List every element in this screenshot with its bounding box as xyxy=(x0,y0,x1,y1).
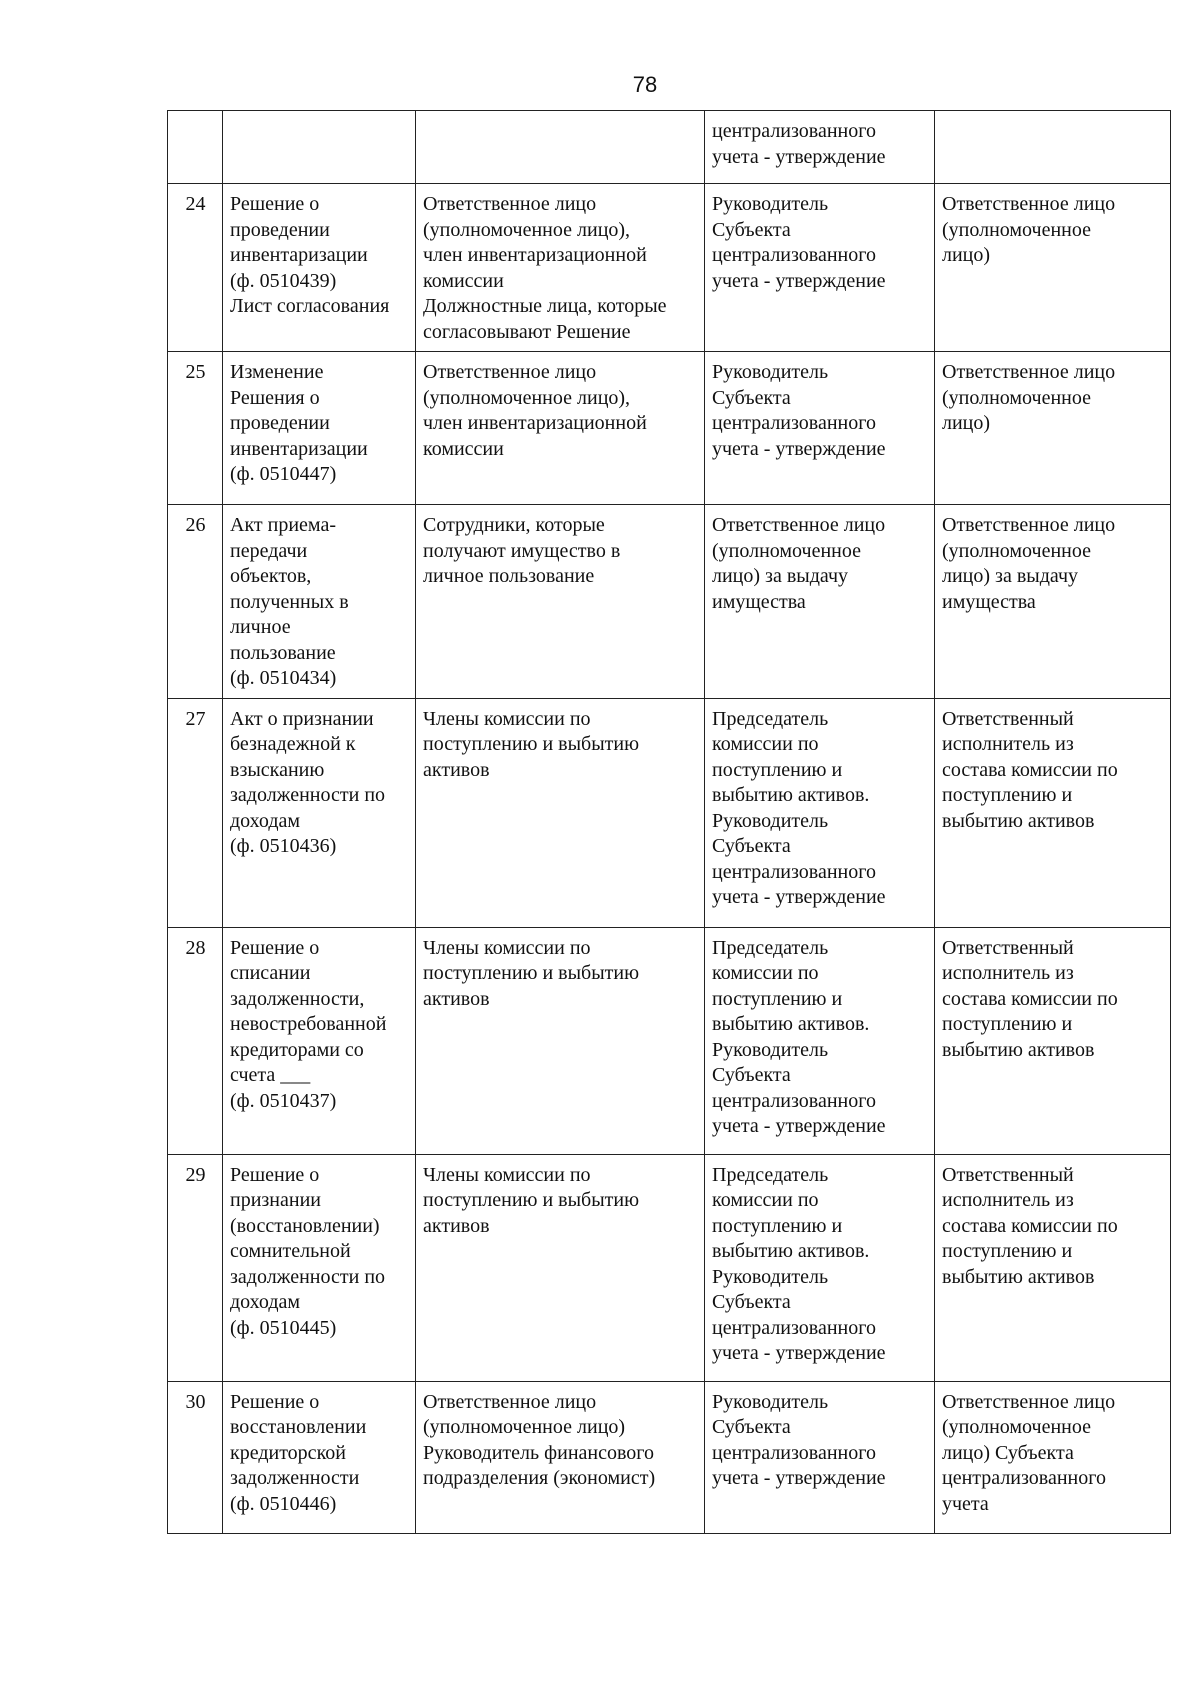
table-row xyxy=(168,352,1171,505)
cell-text-line: полученных в xyxy=(230,590,349,613)
cell-text-line: Ответственный xyxy=(942,936,1074,959)
cell-text-line: (уполномоченное xyxy=(712,539,862,562)
responsible-cell xyxy=(935,184,1171,352)
cell-text-line: Субъекта xyxy=(712,218,791,241)
cell-text-line: Лист согласования xyxy=(230,295,390,317)
table-row xyxy=(168,1154,1171,1381)
cell-text-line: состава комиссии по xyxy=(942,758,1118,781)
cell-text-line: учета - утверждение xyxy=(712,145,886,168)
cell-text-line: инвентаризации xyxy=(230,244,368,266)
cell-text-line: поступлению и xyxy=(942,784,1073,806)
row-number-cell: 29 xyxy=(168,1154,223,1381)
table-body xyxy=(168,111,1171,1534)
cell-text-line: учета - утверждение xyxy=(712,1342,886,1364)
cell-text-line: Ответственное лицо xyxy=(942,1390,1116,1413)
cell-text-line: централизованного xyxy=(712,860,876,883)
cell-text-line: объектов, xyxy=(230,565,312,587)
filled-by-cell xyxy=(416,1154,705,1381)
cell-text-line: выбытию активов xyxy=(942,1265,1095,1288)
document-name-cell xyxy=(223,1381,416,1533)
signed-by-cell xyxy=(705,1154,935,1381)
cell-text-line: поступлению и xyxy=(712,758,843,781)
cell-text-line: Ответственное лицо xyxy=(942,514,1116,536)
row-number-cell xyxy=(168,111,223,184)
cell-text-line: Члены комиссии по xyxy=(423,936,591,959)
cell-text-line: исполнитель из xyxy=(942,1189,1074,1211)
cell-text-line: активов xyxy=(423,1214,490,1237)
cell-text-line: согласовывают Решение xyxy=(423,320,631,343)
filled-by-cell xyxy=(416,505,705,699)
cell-text-line: имущества xyxy=(712,590,806,613)
cell-text-line: (ф. 0510434) xyxy=(230,667,337,689)
cell-text-line: Руководитель xyxy=(712,1390,829,1413)
cell-text-line: Ответственное лицо xyxy=(942,193,1116,215)
cell-text-line: Ответственное лицо xyxy=(423,361,597,383)
cell-text-line: (уполномоченное xyxy=(942,539,1092,562)
cell-text-line: Ответственный xyxy=(942,707,1074,730)
cell-text-line: доходам xyxy=(230,809,301,832)
cell-text-line: взысканию xyxy=(230,758,325,781)
cell-text-line: Решение о xyxy=(230,193,320,215)
signed-by-cell xyxy=(705,352,935,505)
cell-text-line: поступлению и xyxy=(712,987,843,1010)
cell-text-line: задолженности xyxy=(230,1467,360,1489)
cell-text-line: учета - утверждение xyxy=(712,1115,886,1137)
cell-text-line: учета xyxy=(942,1492,989,1515)
cell-text-line: лицо) xyxy=(942,412,991,434)
table-row xyxy=(168,1381,1171,1533)
cell-text-line: (уполномоченное xyxy=(942,386,1092,409)
table-row xyxy=(168,184,1171,352)
cell-text-line: проведении xyxy=(230,218,330,241)
cell-text-line: комиссии xyxy=(423,269,504,292)
cell-text-line: централизованного xyxy=(712,1316,876,1339)
cell-text-line: лицо) xyxy=(942,244,991,266)
cell-text-line: Решение о xyxy=(230,936,320,959)
signed-by-cell xyxy=(705,505,935,699)
responsible-cell xyxy=(935,111,1171,184)
cell-text-line: Изменение xyxy=(230,361,324,383)
cell-text-line: активов xyxy=(423,987,490,1010)
cell-text-line: централизованного xyxy=(712,120,876,142)
cell-text-line: счета ___ xyxy=(230,1064,311,1086)
cell-text-line: лицо) Субъекта xyxy=(942,1441,1074,1464)
cell-text-line: состава комиссии по xyxy=(942,1214,1118,1237)
responsible-cell xyxy=(935,505,1171,699)
cell-text-line: член инвентаризационной xyxy=(423,244,647,266)
responsible-cell xyxy=(935,927,1171,1154)
cell-text-line: личное пользование xyxy=(423,565,595,587)
row-number-cell: 28 xyxy=(168,927,223,1154)
cell-text-line: инвентаризации xyxy=(230,437,368,460)
responsible-cell xyxy=(935,352,1171,505)
cell-text-line: централизованного xyxy=(712,1089,876,1112)
cell-text-line: поступлению и xyxy=(712,1214,843,1237)
cell-text-line: (восстановлении) xyxy=(230,1214,380,1237)
cell-text-line: Решение о xyxy=(230,1163,320,1186)
cell-text-line: выбытию активов xyxy=(942,809,1095,832)
cell-text-line: Субъекта xyxy=(712,1416,791,1438)
cell-text-line: Решения о xyxy=(230,386,320,409)
cell-text-line: (ф. 0510446) xyxy=(230,1492,337,1515)
filled-by-cell xyxy=(416,111,705,184)
cell-text-line: Руководитель xyxy=(712,193,829,215)
cell-text-line: комиссии по xyxy=(712,962,819,984)
cell-text-line: (ф. 0510447) xyxy=(230,463,337,485)
cell-text-line: комиссии по xyxy=(712,733,819,755)
responsible-cell xyxy=(935,698,1171,927)
table-row xyxy=(168,111,1171,184)
cell-text-line: комиссии по xyxy=(712,1189,819,1211)
filled-by-cell xyxy=(416,927,705,1154)
cell-text-line: выбытию активов xyxy=(942,1038,1095,1061)
cell-text-line: Руководитель финансового xyxy=(423,1441,654,1464)
document-name-cell xyxy=(223,1154,416,1381)
cell-text-line: пользование xyxy=(230,641,336,664)
cell-text-line: проведении xyxy=(230,412,330,434)
filled-by-cell xyxy=(416,698,705,927)
cell-text-line: Субъекта xyxy=(712,835,791,857)
cell-text-line: восстановлении xyxy=(230,1416,367,1438)
document-name-cell xyxy=(223,698,416,927)
cell-text-line: учета - утверждение xyxy=(712,886,886,908)
document-name-cell xyxy=(223,352,416,505)
cell-text-line: признании xyxy=(230,1189,321,1211)
filled-by-cell xyxy=(416,184,705,352)
cell-text-line: (уполномоченное лицо), xyxy=(423,218,631,241)
cell-text-line: Решение о xyxy=(230,1390,320,1413)
cell-text-line: выбытию активов. xyxy=(712,1240,870,1262)
cell-text-line: подразделения (экономист) xyxy=(423,1467,656,1489)
cell-text-line: поступлению и выбытию xyxy=(423,733,640,755)
cell-text-line: задолженности по xyxy=(230,1265,386,1288)
cell-text-line: Руководитель xyxy=(712,361,829,383)
cell-text-line: поступлению и xyxy=(942,1013,1073,1035)
cell-text-line: Субъекта xyxy=(712,1064,791,1086)
cell-text-line: Субъекта xyxy=(712,386,791,409)
cell-text-line: личное xyxy=(230,616,291,638)
signed-by-cell xyxy=(705,111,935,184)
table-row xyxy=(168,698,1171,927)
cell-text-line: кредиторской xyxy=(230,1441,346,1464)
cell-text-line: поступлению и xyxy=(942,1240,1073,1262)
document-name-cell xyxy=(223,184,416,352)
cell-text-line: лицо) за выдачу xyxy=(942,565,1079,587)
cell-text-line: Сотрудники, которые xyxy=(423,514,605,536)
row-number-cell: 26 xyxy=(168,505,223,699)
cell-text-line: выбытию активов. xyxy=(712,784,870,806)
cell-text-line: сомнительной xyxy=(230,1240,351,1262)
cell-text-line: централизованного xyxy=(712,412,876,434)
cell-text-line: учета - утверждение xyxy=(712,269,886,292)
table-row xyxy=(168,927,1171,1154)
cell-text-line: поступлению и выбытию xyxy=(423,962,640,984)
cell-text-line: поступлению и выбытию xyxy=(423,1189,640,1211)
signed-by-cell xyxy=(705,698,935,927)
table-row xyxy=(168,505,1171,699)
cell-text-line: Акт о признании xyxy=(230,707,374,730)
signed-by-cell xyxy=(705,927,935,1154)
cell-text-line: комиссии xyxy=(423,437,504,460)
cell-text-line: списании xyxy=(230,962,311,984)
cell-text-line: Ответственное лицо xyxy=(423,1390,597,1413)
cell-text-line: член инвентаризационной xyxy=(423,412,647,434)
cell-text-line: Руководитель xyxy=(712,1265,829,1288)
cell-text-line: активов xyxy=(423,758,490,781)
cell-text-line: состава комиссии по xyxy=(942,987,1118,1010)
cell-text-line: исполнитель из xyxy=(942,962,1074,984)
cell-text-line: Руководитель xyxy=(712,1038,829,1061)
cell-text-line: лицо) за выдачу xyxy=(712,565,849,587)
cell-text-line: Субъекта xyxy=(712,1291,791,1313)
row-number-cell: 24 xyxy=(168,184,223,352)
cell-text-line: Члены комиссии по xyxy=(423,1163,591,1186)
responsibility-table xyxy=(167,110,1171,1534)
cell-text-line: Члены комиссии по xyxy=(423,707,591,730)
cell-text-line: централизованного xyxy=(712,1441,876,1464)
cell-text-line: Председатель xyxy=(712,936,829,959)
cell-text-line: невостребованной xyxy=(230,1013,387,1035)
cell-text-line: (ф. 0510439) xyxy=(230,269,337,292)
cell-text-line: централизованного xyxy=(942,1467,1106,1489)
cell-text-line: (уполномоченное лицо), xyxy=(423,386,631,409)
cell-text-line: Руководитель xyxy=(712,809,829,832)
responsible-cell xyxy=(935,1154,1171,1381)
cell-text-line: (ф. 0510436) xyxy=(230,835,337,857)
cell-text-line: задолженности по xyxy=(230,784,386,806)
cell-text-line: кредиторами со xyxy=(230,1038,364,1061)
cell-text-line: передачи xyxy=(230,539,308,562)
signed-by-cell xyxy=(705,1381,935,1533)
cell-text-line: Председатель xyxy=(712,707,829,730)
filled-by-cell xyxy=(416,1381,705,1533)
cell-text-line: Ответственное лицо xyxy=(712,514,886,536)
cell-text-line: выбытию активов. xyxy=(712,1013,870,1035)
cell-text-line: (уполномоченное xyxy=(942,1416,1092,1438)
cell-text-line: (ф. 0510437) xyxy=(230,1089,337,1112)
filled-by-cell xyxy=(416,352,705,505)
cell-text-line: исполнитель из xyxy=(942,733,1074,755)
cell-text-line: Ответственное лицо xyxy=(942,361,1116,383)
signed-by-cell xyxy=(705,184,935,352)
document-name-cell xyxy=(223,111,416,184)
document-name-cell xyxy=(223,505,416,699)
cell-text-line: Должностные лица, которые xyxy=(423,295,667,317)
cell-text-line: (уполномоченное лицо) xyxy=(423,1416,626,1438)
responsible-cell xyxy=(935,1381,1171,1533)
cell-text-line: имущества xyxy=(942,590,1036,613)
cell-text-line: (ф. 0510445) xyxy=(230,1316,337,1339)
page-number: 78 xyxy=(632,72,658,97)
cell-text-line: Председатель xyxy=(712,1163,829,1186)
cell-text-line: централизованного xyxy=(712,244,876,266)
cell-text-line: получают имущество в xyxy=(423,539,621,562)
cell-text-line: Ответственный xyxy=(942,1163,1074,1186)
row-number-cell: 27 xyxy=(168,698,223,927)
document-name-cell xyxy=(223,927,416,1154)
cell-text-line: учета - утверждение xyxy=(712,1467,886,1489)
row-number-cell: 25 xyxy=(168,352,223,505)
cell-text-line: (уполномоченное xyxy=(942,218,1092,241)
cell-text-line: задолженности, xyxy=(230,987,365,1010)
cell-text-line: Акт приема- xyxy=(230,514,336,536)
cell-text-line: Ответственное лицо xyxy=(423,193,597,215)
cell-text-line: доходам xyxy=(230,1291,301,1313)
row-number-cell: 30 xyxy=(168,1381,223,1533)
cell-text-line: учета - утверждение xyxy=(712,437,886,460)
cell-text-line: безнадежной к xyxy=(230,733,356,755)
